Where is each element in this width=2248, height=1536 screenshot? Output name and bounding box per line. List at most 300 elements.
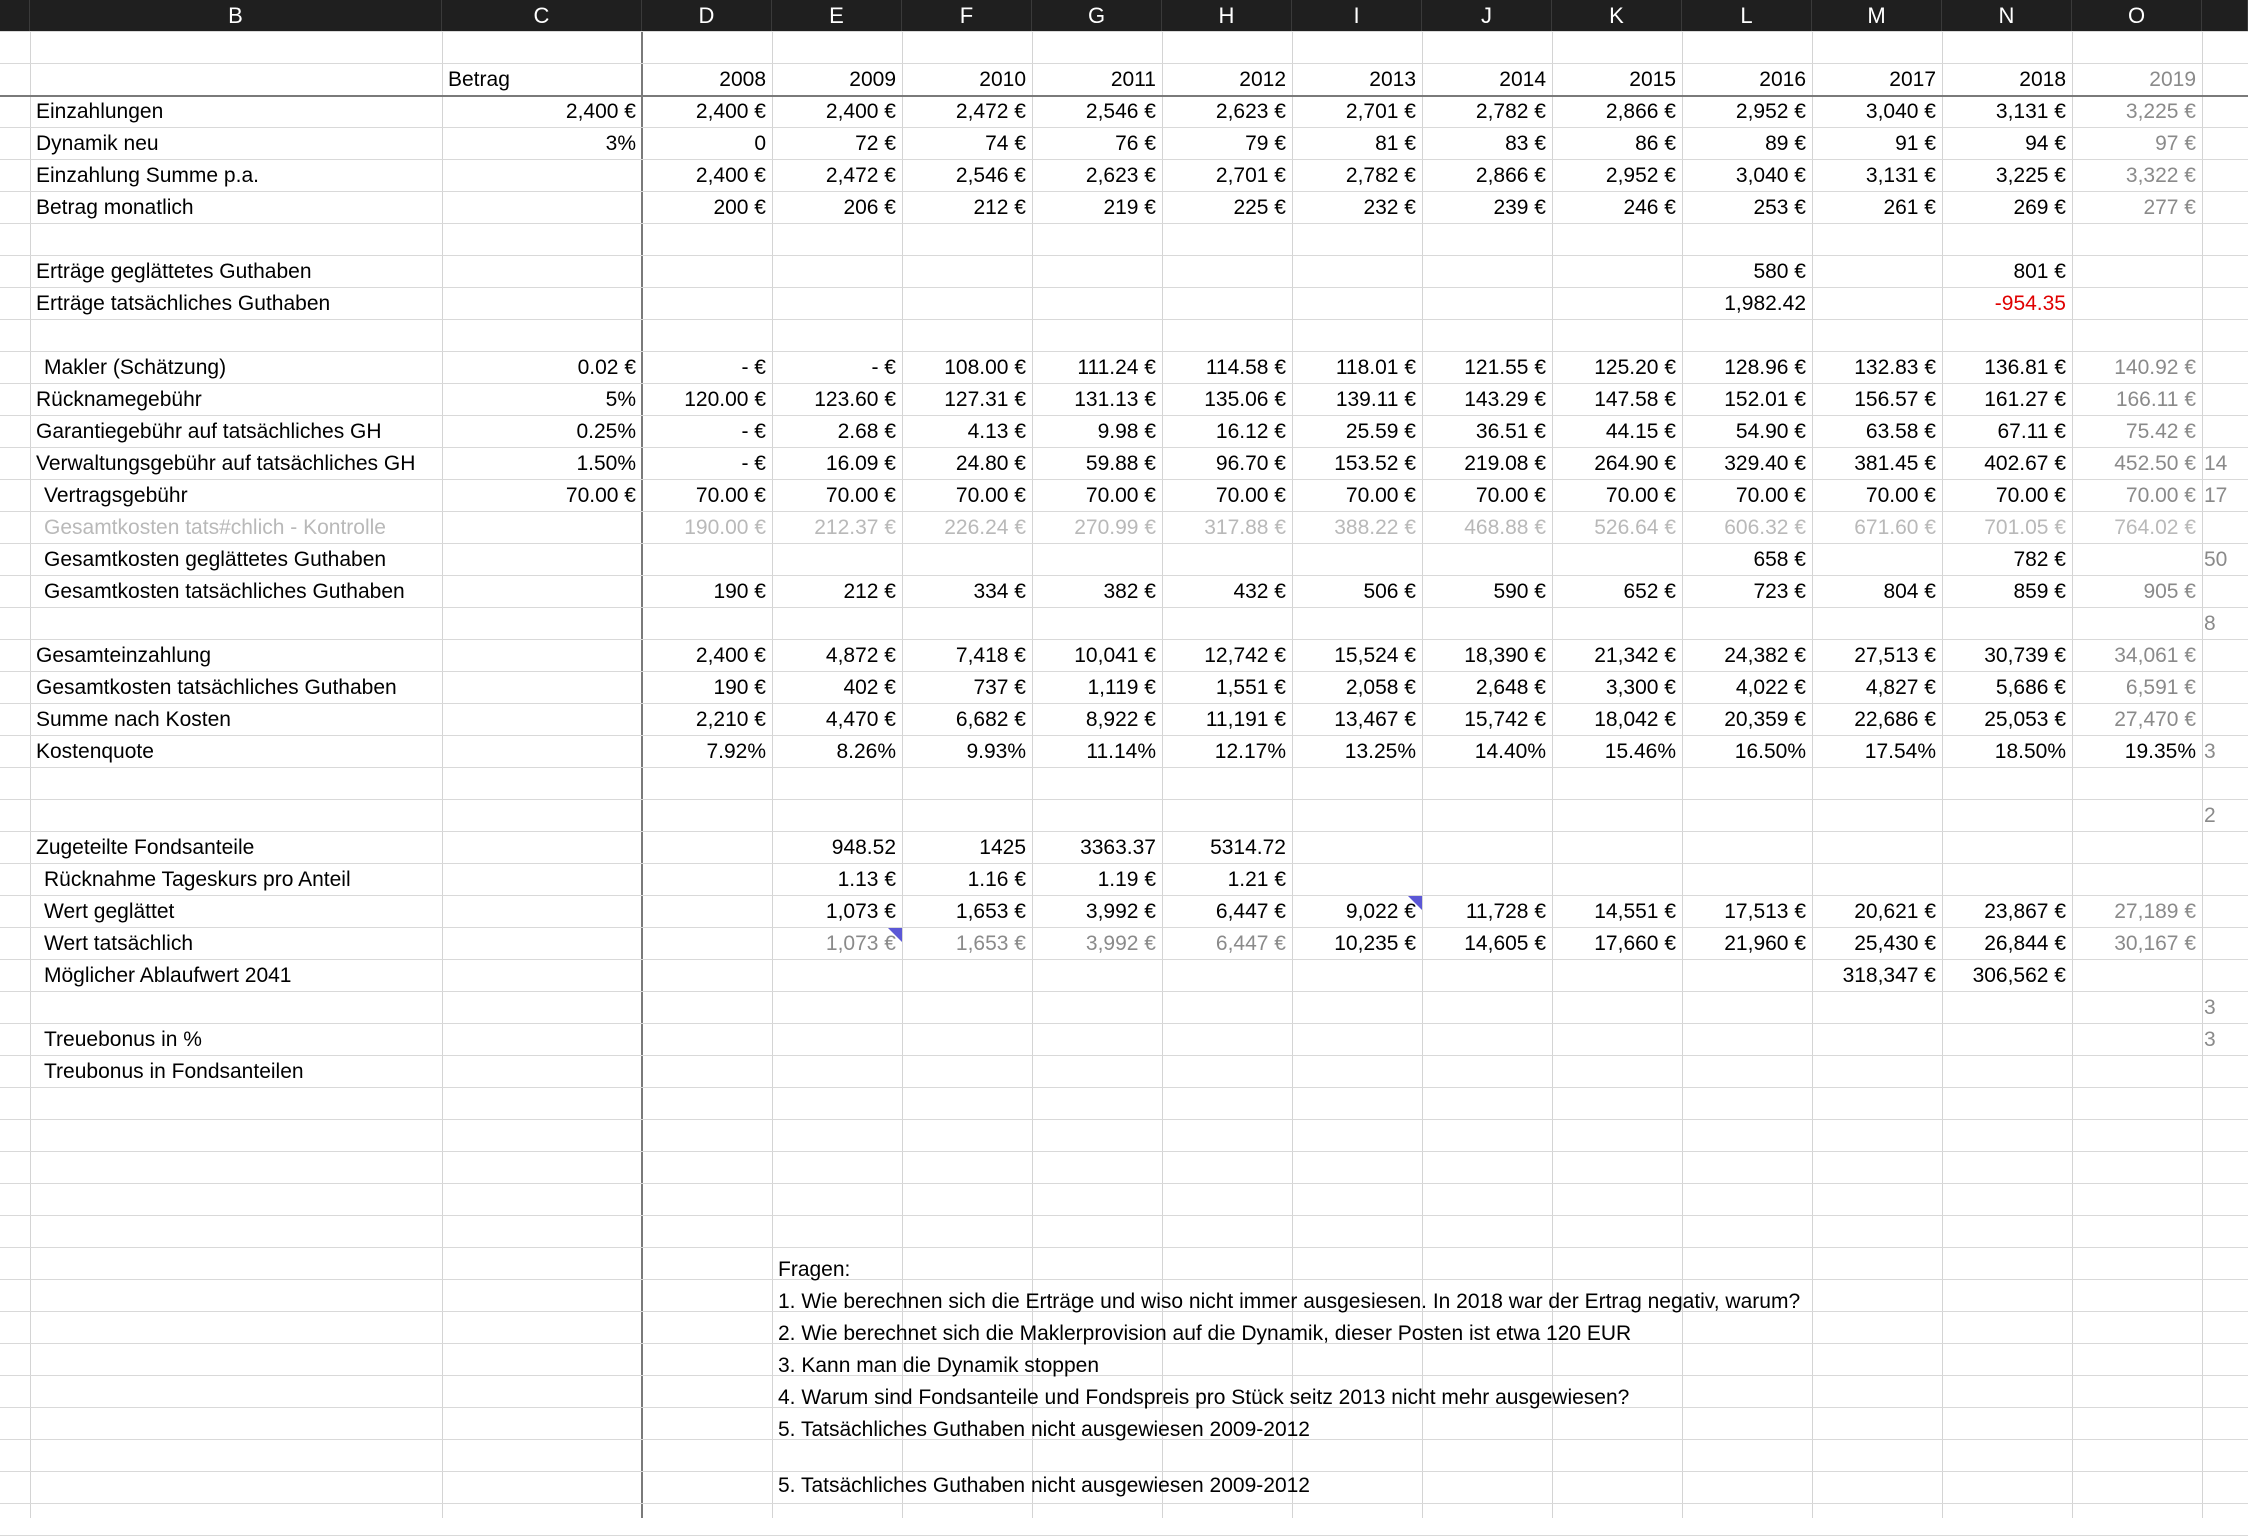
- value-cell[interactable]: [642, 608, 772, 640]
- value-cell[interactable]: 402 €: [843, 676, 896, 699]
- value-cell[interactable]: 388.22 €: [1334, 516, 1416, 539]
- row-label[interactable]: Kostenquote: [36, 740, 154, 763]
- amount-cell[interactable]: [442, 608, 642, 640]
- value-cell[interactable]: [1292, 832, 1422, 864]
- edge-cell[interactable]: 8: [2204, 612, 2216, 635]
- value-cell[interactable]: [2072, 544, 2202, 576]
- value-cell[interactable]: 96.70 €: [1215, 452, 1286, 475]
- value-cell[interactable]: 2,210 €: [695, 708, 766, 731]
- value-cell[interactable]: [1812, 832, 1942, 864]
- row-label[interactable]: Rücknamegebühr: [36, 388, 202, 411]
- value-cell[interactable]: [1552, 608, 1682, 640]
- amount-cell[interactable]: [442, 864, 642, 896]
- amount-cell[interactable]: [442, 160, 642, 192]
- value-cell[interactable]: [1812, 800, 1942, 832]
- value-cell[interactable]: 6,447 €: [1215, 900, 1286, 923]
- value-cell[interactable]: 12,742 €: [1204, 644, 1286, 667]
- value-cell[interactable]: [1292, 608, 1422, 640]
- value-cell[interactable]: [1032, 1024, 1162, 1056]
- value-cell[interactable]: [1942, 224, 2072, 256]
- value-cell[interactable]: [1682, 864, 1812, 896]
- value-cell[interactable]: 70.00 €: [1475, 484, 1546, 507]
- amount-cell[interactable]: 1.50%: [576, 452, 636, 475]
- value-cell[interactable]: 94 €: [2025, 132, 2066, 155]
- value-cell[interactable]: 1,073 €: [825, 900, 896, 923]
- value-cell[interactable]: 59.88 €: [1085, 452, 1156, 475]
- value-cell[interactable]: [1162, 1056, 1292, 1088]
- value-cell[interactable]: 70.00 €: [1735, 484, 1806, 507]
- value-cell[interactable]: [1292, 992, 1422, 1024]
- value-cell[interactable]: [642, 1024, 772, 1056]
- edge-cell[interactable]: 17: [2204, 484, 2228, 507]
- value-cell[interactable]: 70.00 €: [1995, 484, 2066, 507]
- value-cell[interactable]: [2072, 288, 2202, 320]
- value-cell[interactable]: 16.50%: [1734, 740, 1806, 763]
- row-label[interactable]: Gesamtkosten tats#chlich - Kontrolle: [44, 516, 386, 539]
- amount-cell[interactable]: [442, 256, 642, 288]
- value-cell[interactable]: 15.46%: [1604, 740, 1676, 763]
- value-cell[interactable]: 905 €: [2143, 580, 2196, 603]
- value-cell[interactable]: 5314.72: [1210, 836, 1286, 859]
- value-cell[interactable]: 70.00 €: [695, 484, 766, 507]
- row-label[interactable]: [30, 224, 442, 256]
- value-cell[interactable]: 54.90 €: [1735, 420, 1806, 443]
- value-cell[interactable]: 18,390 €: [1464, 644, 1546, 667]
- value-cell[interactable]: [1812, 224, 1942, 256]
- value-cell[interactable]: 14,605 €: [1464, 932, 1546, 955]
- value-cell[interactable]: [1032, 608, 1162, 640]
- value-cell[interactable]: [1292, 1056, 1422, 1088]
- year-header-2008[interactable]: 2008: [719, 68, 766, 91]
- value-cell[interactable]: 859 €: [2013, 580, 2066, 603]
- edge-cell[interactable]: 50: [2204, 548, 2228, 571]
- amount-cell[interactable]: [442, 320, 642, 352]
- year-header-2014[interactable]: 2014: [1499, 68, 1546, 91]
- value-cell[interactable]: [1422, 800, 1552, 832]
- value-cell[interactable]: [772, 960, 902, 992]
- value-cell[interactable]: 671.60 €: [1854, 516, 1936, 539]
- value-cell[interactable]: [1552, 544, 1682, 576]
- value-cell[interactable]: [2072, 864, 2202, 896]
- value-cell[interactable]: 3,992 €: [1085, 900, 1156, 923]
- year-header-2016[interactable]: 2016: [1759, 68, 1806, 91]
- value-cell[interactable]: [1682, 800, 1812, 832]
- value-cell[interactable]: 127.31 €: [944, 388, 1026, 411]
- value-cell[interactable]: 3363.37: [1080, 836, 1156, 859]
- value-cell[interactable]: - €: [871, 356, 896, 379]
- value-cell[interactable]: [1292, 864, 1422, 896]
- value-cell[interactable]: 18,042 €: [1594, 708, 1676, 731]
- row-label[interactable]: Wert tatsächlich: [44, 932, 193, 955]
- value-cell[interactable]: 20,621 €: [1854, 900, 1936, 923]
- value-cell[interactable]: [1292, 768, 1422, 800]
- value-cell[interactable]: 190.00 €: [684, 516, 766, 539]
- value-cell[interactable]: 22,686 €: [1854, 708, 1936, 731]
- value-cell[interactable]: 606.32 €: [1724, 516, 1806, 539]
- question-text[interactable]: 4. Warum sind Fondsanteile und Fondspreis pro Stück seitz 2013 nicht mehr ausgewiesen?: [778, 1386, 1630, 1409]
- row-label[interactable]: Zugeteilte Fondsanteile: [36, 836, 255, 859]
- value-cell[interactable]: 1.16 €: [967, 868, 1026, 891]
- amount-cell[interactable]: [442, 768, 642, 800]
- value-cell[interactable]: 452.50 €: [2114, 452, 2196, 475]
- value-cell[interactable]: 25.59 €: [1345, 420, 1416, 443]
- betrag-header[interactable]: Betrag: [448, 68, 510, 91]
- value-cell[interactable]: [772, 800, 902, 832]
- value-cell[interactable]: 75.42 €: [2125, 420, 2196, 443]
- value-cell[interactable]: 9.98 €: [1097, 420, 1156, 443]
- value-cell[interactable]: [1422, 320, 1552, 352]
- value-cell[interactable]: 0: [754, 132, 766, 155]
- value-cell[interactable]: 152.01 €: [1724, 388, 1806, 411]
- value-cell[interactable]: 12.17%: [1214, 740, 1286, 763]
- value-cell[interactable]: 4,872 €: [825, 644, 896, 667]
- comment-indicator[interactable]: [1408, 896, 1422, 910]
- value-cell[interactable]: 25,053 €: [1984, 708, 2066, 731]
- value-cell[interactable]: 15,742 €: [1464, 708, 1546, 731]
- row-label[interactable]: Treuebonus in %: [44, 1028, 202, 1051]
- value-cell[interactable]: [642, 1056, 772, 1088]
- year-header-2010[interactable]: 2010: [979, 68, 1026, 91]
- value-cell[interactable]: [1682, 832, 1812, 864]
- value-cell[interactable]: [642, 992, 772, 1024]
- row-label[interactable]: [30, 608, 442, 640]
- amount-cell[interactable]: [442, 192, 642, 224]
- value-cell[interactable]: 737 €: [973, 676, 1026, 699]
- column-header-c[interactable]: C: [442, 0, 642, 32]
- value-cell[interactable]: 8,922 €: [1085, 708, 1156, 731]
- value-cell[interactable]: [642, 928, 772, 960]
- column-header-j[interactable]: J: [1422, 0, 1552, 32]
- value-cell[interactable]: 2,782 €: [1345, 164, 1416, 187]
- edge-cell[interactable]: 14: [2204, 452, 2228, 475]
- value-cell[interactable]: 27,189 €: [2114, 900, 2196, 923]
- value-cell[interactable]: [772, 608, 902, 640]
- value-cell[interactable]: [1032, 320, 1162, 352]
- value-cell[interactable]: 4,470 €: [825, 708, 896, 731]
- value-cell[interactable]: 2,701 €: [1215, 164, 1286, 187]
- value-cell[interactable]: 2,400 €: [695, 100, 766, 123]
- value-cell[interactable]: [1162, 256, 1292, 288]
- value-cell[interactable]: 136.81 €: [1984, 356, 2066, 379]
- value-cell[interactable]: 7,418 €: [955, 644, 1026, 667]
- value-cell[interactable]: [1552, 832, 1682, 864]
- value-cell[interactable]: 1.19 €: [1097, 868, 1156, 891]
- value-cell[interactable]: [1942, 320, 2072, 352]
- amount-cell[interactable]: [442, 896, 642, 928]
- value-cell[interactable]: [1942, 800, 2072, 832]
- value-cell[interactable]: [642, 864, 772, 896]
- value-cell[interactable]: [1162, 800, 1292, 832]
- value-cell[interactable]: 723 €: [1753, 580, 1806, 603]
- value-cell[interactable]: 764.02 €: [2114, 516, 2196, 539]
- value-cell[interactable]: [1552, 800, 1682, 832]
- value-cell[interactable]: 81 €: [1375, 132, 1416, 155]
- value-cell[interactable]: 67.11 €: [1997, 420, 2066, 443]
- column-header-k[interactable]: K: [1552, 0, 1682, 32]
- value-cell[interactable]: [1682, 224, 1812, 256]
- row-label[interactable]: [30, 320, 442, 352]
- value-cell[interactable]: 2,866 €: [1605, 100, 1676, 123]
- value-cell[interactable]: [1812, 288, 1942, 320]
- value-cell[interactable]: [1812, 256, 1942, 288]
- value-cell[interactable]: - €: [741, 452, 766, 475]
- value-cell[interactable]: [902, 224, 1032, 256]
- amount-cell[interactable]: [442, 832, 642, 864]
- question-text[interactable]: 2. Wie berechnet sich die Maklerprovision auf die Dynamik, dieser Posten ist etwa 120 EUR: [778, 1322, 1632, 1345]
- amount-cell[interactable]: [442, 1024, 642, 1056]
- value-cell[interactable]: [1552, 256, 1682, 288]
- value-cell[interactable]: [1552, 1024, 1682, 1056]
- value-cell[interactable]: [1942, 1056, 2072, 1088]
- amount-cell[interactable]: 3%: [605, 132, 636, 155]
- value-cell[interactable]: 1,653 €: [955, 932, 1026, 955]
- value-cell[interactable]: [1552, 320, 1682, 352]
- value-cell[interactable]: 277 €: [2143, 196, 2196, 219]
- year-header-2012[interactable]: 2012: [1239, 68, 1286, 91]
- year-header-2013[interactable]: 2013: [1369, 68, 1416, 91]
- value-cell[interactable]: 21,960 €: [1724, 932, 1806, 955]
- question-text[interactable]: 5. Tatsächliches Guthaben nicht ausgewiesen 2009-2012: [778, 1474, 1310, 1497]
- value-cell[interactable]: 7.92%: [706, 740, 766, 763]
- column-header-m[interactable]: M: [1812, 0, 1942, 32]
- year-header-2018[interactable]: 2018: [2019, 68, 2066, 91]
- value-cell[interactable]: 264.90 €: [1594, 452, 1676, 475]
- value-cell[interactable]: [902, 1056, 1032, 1088]
- row-label[interactable]: Makler (Schätzung): [44, 356, 227, 379]
- value-cell[interactable]: 246 €: [1623, 196, 1676, 219]
- column-header-h[interactable]: H: [1162, 0, 1292, 32]
- value-cell[interactable]: [2072, 1024, 2202, 1056]
- value-cell[interactable]: [1292, 1024, 1422, 1056]
- value-cell[interactable]: 190 €: [713, 580, 766, 603]
- value-cell[interactable]: 658 €: [1753, 548, 1806, 571]
- value-cell[interactable]: [1682, 768, 1812, 800]
- value-cell[interactable]: 140.92 €: [2114, 356, 2196, 379]
- value-cell[interactable]: [1032, 224, 1162, 256]
- value-cell[interactable]: 270.99 €: [1074, 516, 1156, 539]
- value-cell[interactable]: [2072, 768, 2202, 800]
- value-cell[interactable]: 6,591 €: [2125, 676, 2196, 699]
- value-cell[interactable]: 804 €: [1883, 580, 1936, 603]
- value-cell[interactable]: [1162, 320, 1292, 352]
- value-cell[interactable]: [1812, 864, 1942, 896]
- amount-cell[interactable]: [442, 928, 642, 960]
- value-cell[interactable]: [1552, 1056, 1682, 1088]
- value-cell[interactable]: 3,322 €: [2125, 164, 2196, 187]
- row-label[interactable]: Summe nach Kosten: [36, 708, 231, 731]
- edge-cell[interactable]: 3: [2204, 996, 2216, 1019]
- value-cell[interactable]: 11,728 €: [1465, 900, 1546, 923]
- row-label[interactable]: Garantiegebühr auf tatsächliches GH: [36, 420, 382, 443]
- value-cell[interactable]: 123.60 €: [814, 388, 896, 411]
- value-cell[interactable]: - €: [741, 356, 766, 379]
- value-cell[interactable]: 24.80 €: [955, 452, 1026, 475]
- value-cell[interactable]: 6,682 €: [955, 708, 1026, 731]
- column-header-i[interactable]: I: [1292, 0, 1422, 32]
- value-cell[interactable]: 306,562 €: [1972, 964, 2066, 987]
- value-cell[interactable]: [902, 768, 1032, 800]
- value-cell[interactable]: [1942, 608, 2072, 640]
- value-cell[interactable]: 269 €: [2013, 196, 2066, 219]
- row-label[interactable]: [30, 800, 442, 832]
- value-cell[interactable]: [1422, 224, 1552, 256]
- value-cell[interactable]: [1162, 960, 1292, 992]
- value-cell[interactable]: 225 €: [1233, 196, 1286, 219]
- value-cell[interactable]: 10,235 €: [1334, 932, 1416, 955]
- row-label[interactable]: Einzahlungen: [36, 100, 164, 123]
- value-cell[interactable]: [1292, 320, 1422, 352]
- value-cell[interactable]: [1422, 1024, 1552, 1056]
- value-cell[interactable]: [642, 320, 772, 352]
- value-cell[interactable]: 44.15 €: [1605, 420, 1676, 443]
- value-cell[interactable]: 3,040 €: [1865, 100, 1936, 123]
- column-header-l[interactable]: L: [1682, 0, 1812, 32]
- value-cell[interactable]: [1422, 960, 1552, 992]
- value-cell[interactable]: 2,623 €: [1085, 164, 1156, 187]
- value-cell[interactable]: [1812, 992, 1942, 1024]
- value-cell[interactable]: [1682, 1024, 1812, 1056]
- value-cell[interactable]: [1422, 608, 1552, 640]
- value-cell[interactable]: 2,546 €: [955, 164, 1026, 187]
- value-cell[interactable]: [642, 256, 772, 288]
- value-cell[interactable]: 3,225 €: [2125, 100, 2196, 123]
- value-cell[interactable]: 3,131 €: [1995, 100, 2066, 123]
- value-cell[interactable]: [1162, 544, 1292, 576]
- value-cell[interactable]: 212 €: [843, 580, 896, 603]
- value-cell[interactable]: 27,513 €: [1854, 644, 1936, 667]
- column-header-p[interactable]: [2202, 0, 2248, 32]
- value-cell[interactable]: 25,430 €: [1854, 932, 1936, 955]
- value-cell[interactable]: 118.01 €: [1335, 356, 1416, 379]
- value-cell[interactable]: [772, 544, 902, 576]
- value-cell[interactable]: 782 €: [2013, 548, 2066, 571]
- value-cell[interactable]: [1812, 544, 1942, 576]
- value-cell[interactable]: 74 €: [985, 132, 1026, 155]
- value-cell[interactable]: [1812, 1056, 1942, 1088]
- value-cell[interactable]: 20,359 €: [1724, 708, 1806, 731]
- value-cell[interactable]: 3,131 €: [1865, 164, 1936, 187]
- column-header-o[interactable]: O: [2072, 0, 2202, 32]
- value-cell[interactable]: [642, 960, 772, 992]
- value-cell[interactable]: [642, 224, 772, 256]
- value-cell[interactable]: 801 €: [2013, 260, 2066, 283]
- amount-cell[interactable]: [442, 512, 642, 544]
- value-cell[interactable]: 70.00 €: [1345, 484, 1416, 507]
- value-cell[interactable]: [1422, 864, 1552, 896]
- value-cell[interactable]: [1162, 608, 1292, 640]
- value-cell[interactable]: [1032, 960, 1162, 992]
- value-cell[interactable]: [1422, 768, 1552, 800]
- column-header-b[interactable]: B: [30, 0, 442, 32]
- value-cell[interactable]: [1812, 768, 1942, 800]
- value-cell[interactable]: 111.24 €: [1077, 356, 1156, 379]
- value-cell[interactable]: 4,022 €: [1735, 676, 1806, 699]
- value-cell[interactable]: 63.58 €: [1865, 420, 1936, 443]
- value-cell[interactable]: [902, 992, 1032, 1024]
- value-cell[interactable]: [902, 960, 1032, 992]
- row-label[interactable]: Verwaltungsgebühr auf tatsächliches GH: [36, 452, 416, 475]
- value-cell[interactable]: [1292, 960, 1422, 992]
- value-cell[interactable]: 131.13 €: [1074, 388, 1156, 411]
- value-cell[interactable]: [1032, 1056, 1162, 1088]
- column-header-g[interactable]: G: [1032, 0, 1162, 32]
- value-cell[interactable]: 139.11 €: [1335, 388, 1416, 411]
- value-cell[interactable]: 701.05 €: [1984, 516, 2066, 539]
- value-cell[interactable]: - €: [741, 420, 766, 443]
- amount-cell[interactable]: [442, 672, 642, 704]
- column-header-e[interactable]: E: [772, 0, 902, 32]
- value-cell[interactable]: 2,400 €: [695, 644, 766, 667]
- value-cell[interactable]: [2072, 800, 2202, 832]
- value-cell[interactable]: 253 €: [1753, 196, 1806, 219]
- value-cell[interactable]: 24,382 €: [1724, 644, 1806, 667]
- amount-cell[interactable]: [442, 288, 642, 320]
- value-cell[interactable]: 212 €: [973, 196, 1026, 219]
- value-cell[interactable]: [772, 288, 902, 320]
- amount-cell[interactable]: [442, 576, 642, 608]
- amount-cell[interactable]: [442, 800, 642, 832]
- amount-cell[interactable]: [442, 544, 642, 576]
- value-cell[interactable]: 14,551 €: [1594, 900, 1676, 923]
- value-cell[interactable]: [1422, 288, 1552, 320]
- value-cell[interactable]: 5,686 €: [1995, 676, 2066, 699]
- value-cell[interactable]: 120.00 €: [684, 388, 766, 411]
- value-cell[interactable]: 18.50%: [1994, 740, 2066, 763]
- value-cell[interactable]: 2,952 €: [1605, 164, 1676, 187]
- value-cell[interactable]: 97 €: [2155, 132, 2196, 155]
- amount-cell[interactable]: [442, 960, 642, 992]
- value-cell[interactable]: [902, 288, 1032, 320]
- column-header-n[interactable]: N: [1942, 0, 2072, 32]
- value-cell[interactable]: 1,551 €: [1215, 676, 1286, 699]
- value-cell[interactable]: 2,952 €: [1735, 100, 1806, 123]
- value-cell[interactable]: 34,061 €: [2114, 644, 2196, 667]
- value-cell[interactable]: [1552, 288, 1682, 320]
- value-cell[interactable]: 27,470 €: [2114, 708, 2196, 731]
- year-header-2015[interactable]: 2015: [1629, 68, 1676, 91]
- value-cell[interactable]: 14.40%: [1474, 740, 1546, 763]
- value-cell[interactable]: [1162, 992, 1292, 1024]
- value-cell[interactable]: 19.35%: [2124, 740, 2196, 763]
- row-label[interactable]: Wert geglättet: [44, 900, 175, 923]
- value-cell[interactable]: 232 €: [1363, 196, 1416, 219]
- value-cell[interactable]: 212.37 €: [814, 516, 896, 539]
- value-cell[interactable]: 2,400 €: [695, 164, 766, 187]
- value-cell[interactable]: 17,513 €: [1724, 900, 1806, 923]
- value-cell[interactable]: [1422, 832, 1552, 864]
- value-cell[interactable]: 9,022 €: [1345, 900, 1416, 923]
- value-cell[interactable]: 30,739 €: [1984, 644, 2066, 667]
- value-cell[interactable]: 161.27 €: [1984, 388, 2066, 411]
- row-label[interactable]: Gesamtkosten geglättetes Guthaben: [44, 548, 387, 571]
- value-cell[interactable]: 23,867 €: [1984, 900, 2066, 923]
- row-label[interactable]: Einzahlung Summe p.a.: [36, 164, 259, 187]
- value-cell[interactable]: [2072, 832, 2202, 864]
- value-cell[interactable]: 121.55 €: [1464, 356, 1546, 379]
- value-cell[interactable]: [772, 1056, 902, 1088]
- value-cell[interactable]: 17,660 €: [1594, 932, 1676, 955]
- value-cell[interactable]: [642, 544, 772, 576]
- amount-cell[interactable]: 70.00 €: [565, 484, 636, 507]
- value-cell[interactable]: 70.00 €: [955, 484, 1026, 507]
- value-cell[interactable]: 1425: [979, 836, 1026, 859]
- value-cell[interactable]: 3,992 €: [1085, 932, 1156, 955]
- value-cell[interactable]: [772, 768, 902, 800]
- value-cell[interactable]: [1942, 832, 2072, 864]
- value-cell[interactable]: 506 €: [1363, 580, 1416, 603]
- value-cell[interactable]: 261 €: [1883, 196, 1936, 219]
- value-cell[interactable]: 11,191 €: [1205, 708, 1286, 731]
